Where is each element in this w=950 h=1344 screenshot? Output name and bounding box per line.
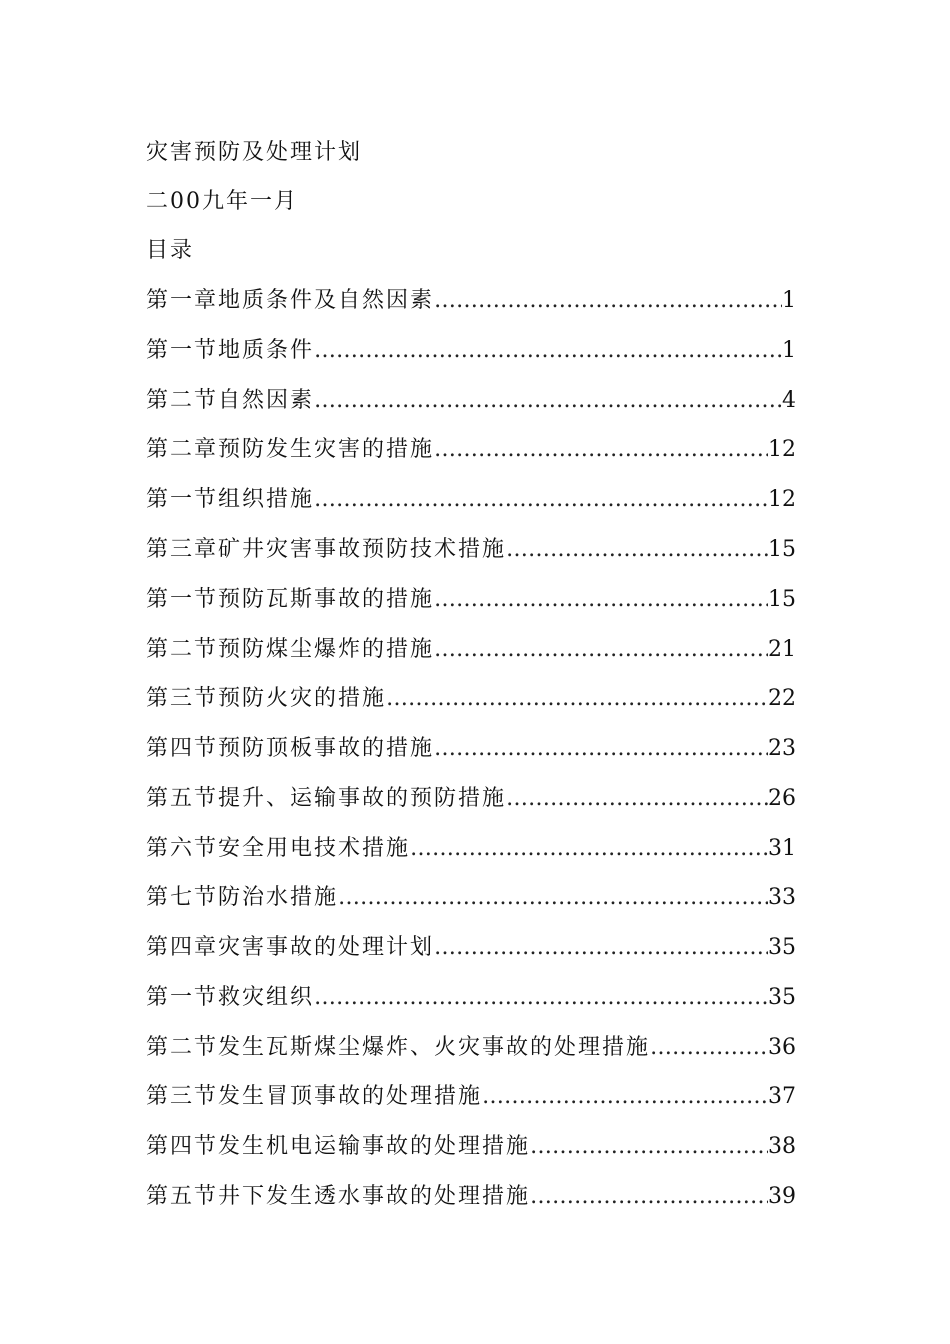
toc-entry-title: 第五节井下发生透水事故的处理措施	[146, 1184, 531, 1209]
toc-entry[interactable]	[146, 1033, 796, 1063]
toc-dot-leader	[434, 734, 768, 764]
toc-entry[interactable]	[146, 585, 796, 615]
toc-entry[interactable]	[146, 883, 796, 913]
toc-dot-leader	[314, 336, 782, 366]
toc-entry[interactable]	[146, 336, 796, 366]
toc-entry-title: 第四节预防顶板事故的措施	[146, 736, 435, 761]
toc-entry[interactable]	[146, 485, 796, 515]
toc-dot-leader	[434, 435, 768, 465]
toc-entry-title: 第四节发生机电运输事故的处理措施	[146, 1134, 531, 1159]
toc-entry[interactable]	[146, 933, 796, 963]
toc-entry-page: 12	[768, 437, 796, 462]
toc-entry-title: 第三章矿井灾害事故预防技术措施	[146, 537, 507, 562]
toc-entry-title: 第四章灾害事故的处理计划	[146, 935, 435, 960]
toc-dot-leader	[530, 1182, 768, 1212]
toc-entry-page: 37	[768, 1084, 796, 1109]
toc-entry-page: 36	[768, 1035, 796, 1060]
toc-dot-leader	[530, 1132, 768, 1162]
toc-entry-title: 第一节地质条件	[146, 338, 315, 363]
toc-entry-title: 第三节预防火灾的措施	[146, 686, 387, 711]
toc-dot-leader	[386, 684, 768, 714]
toc-dot-leader	[314, 386, 782, 416]
toc-entry[interactable]	[146, 286, 796, 316]
toc-dot-leader	[506, 784, 768, 814]
toc-dot-leader	[434, 933, 768, 963]
toc-entry-title: 第一章地质条件及自然因素	[146, 288, 435, 313]
toc-dot-leader	[434, 286, 782, 316]
toc-entry-page: 35	[768, 985, 796, 1010]
toc-entry[interactable]	[146, 1182, 796, 1212]
toc-entry[interactable]	[146, 386, 796, 416]
toc-entry-page: 4	[782, 388, 796, 413]
toc-dot-leader	[434, 635, 768, 665]
toc-entry[interactable]	[146, 1132, 796, 1162]
toc-entry-title: 第一节预防瓦斯事故的措施	[146, 587, 435, 612]
toc-entry[interactable]	[146, 1082, 796, 1112]
toc-entry-title: 第三节发生冒顶事故的处理措施	[146, 1084, 483, 1109]
toc-entry[interactable]	[146, 784, 796, 814]
toc-entry-page: 38	[768, 1134, 796, 1159]
toc-entry-page: 33	[768, 885, 796, 910]
toc-entry-title: 第二节自然因素	[146, 388, 315, 413]
document-title: 灾害预防及处理计划	[146, 140, 363, 165]
toc-entry-page: 22	[768, 686, 796, 711]
toc-entry-page: 1	[782, 338, 796, 363]
toc-entry-page: 12	[768, 487, 796, 512]
toc-dot-leader	[506, 535, 768, 565]
toc-entry[interactable]	[146, 684, 796, 714]
toc-entry-title: 第二节预防煤尘爆炸的措施	[146, 637, 435, 662]
toc-heading: 目录	[146, 238, 195, 263]
toc-dot-leader	[410, 834, 768, 864]
toc-entry-page: 35	[768, 935, 796, 960]
toc-entry-page: 21	[768, 637, 796, 662]
toc-entry[interactable]	[146, 983, 796, 1013]
toc-entry-page: 15	[768, 537, 796, 562]
toc-dot-leader	[314, 983, 768, 1013]
toc-entry-title: 第一节组织措施	[146, 487, 315, 512]
toc-entry[interactable]	[146, 435, 796, 465]
toc-entry[interactable]	[146, 535, 796, 565]
toc-entry-page: 39	[768, 1184, 796, 1209]
toc-entry-page: 1	[782, 288, 796, 313]
toc-dot-leader	[314, 485, 768, 515]
toc-entry-page: 15	[768, 587, 796, 612]
toc-entry-title: 第二章预防发生灾害的措施	[146, 437, 435, 462]
toc-dot-leader	[650, 1033, 768, 1063]
toc-dot-leader	[338, 883, 768, 913]
toc-entry-title: 第二节发生瓦斯煤尘爆炸、火灾事故的处理措施	[146, 1035, 651, 1060]
toc-entry-title: 第七节防治水措施	[146, 885, 339, 910]
toc-dot-leader	[482, 1082, 768, 1112]
toc-entry-page: 26	[768, 786, 796, 811]
document-date: 二00九年一月	[146, 189, 298, 214]
toc-entry-title: 第五节提升、运输事故的预防措施	[146, 786, 507, 811]
toc-entry-page: 23	[768, 736, 796, 761]
toc-entry-title: 第六节安全用电技术措施	[146, 836, 411, 861]
toc-entry[interactable]	[146, 834, 796, 864]
toc-entry[interactable]	[146, 734, 796, 764]
toc-entry[interactable]	[146, 635, 796, 665]
toc-dot-leader	[434, 585, 768, 615]
toc-entry-title: 第一节救灾组织	[146, 985, 315, 1010]
toc-entry-page: 31	[768, 836, 796, 861]
